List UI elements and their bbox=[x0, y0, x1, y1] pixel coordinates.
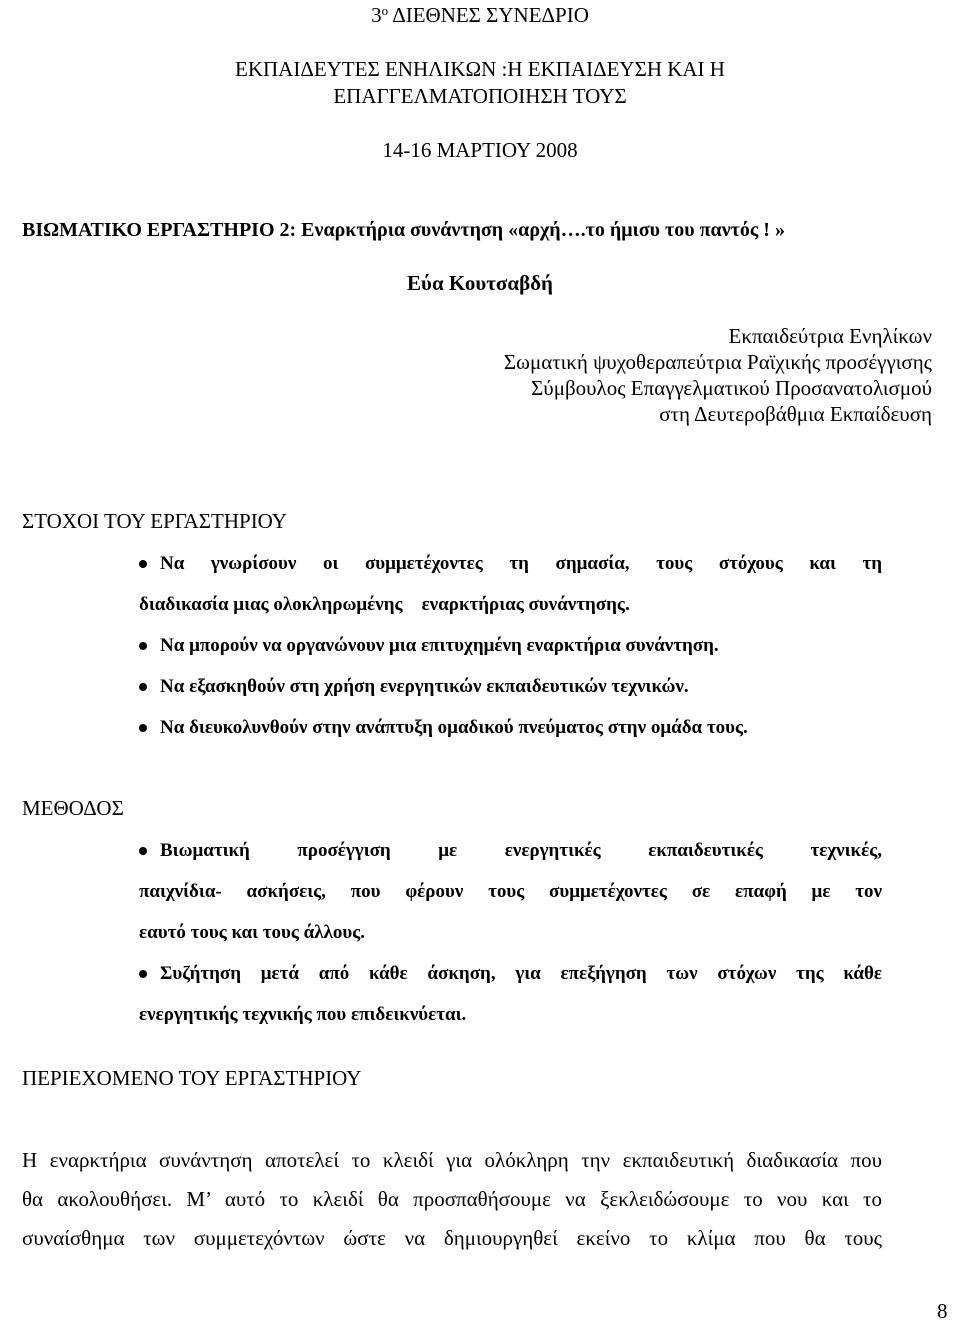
content-paragraph-line3: συναίσθημα των συμμετεχόντων ώστε να δημιουργηθεί εκείνο το κλίμα που θα τους bbox=[22, 1226, 882, 1250]
bullet-icon bbox=[139, 724, 147, 732]
conference-subtitle-line1: ΕΚΠΑΙΔΕΥΤΕΣ ΕΝΗΛΙΚΩΝ :Η ΕΚΠΑΙΔΕΥΣΗ ΚΑΙ Η bbox=[235, 57, 725, 81]
ordinal-superscript: ο bbox=[381, 3, 389, 18]
author-role-1: Εκπαιδεύτρια Ενηλίκων bbox=[728, 324, 932, 348]
conference-subtitle-line2: ΕΠΑΓΓΕΛΜΑΤΟΠΟΙΗΣΗ ΤΟΥΣ bbox=[333, 84, 627, 108]
method-item-1-line1: Βιωματική προσέγγιση με ενεργητικές εκπαιδευτικές τεχνικές, bbox=[160, 840, 882, 861]
author-role-4: στη Δευτεροβάθμια Εκπαίδευση bbox=[659, 402, 932, 426]
goals-item-3: Να εξασκηθούν στη χρήση ενεργητικών εκπαιδευτικών τεχνικών. bbox=[160, 676, 689, 697]
content-heading: ΠΕΡΙΕΧΟΜΕΝΟ ΤΟΥ ΕΡΓΑΣΤΗΡΙΟΥ bbox=[22, 1066, 362, 1090]
method-item-1-line2: παιχνίδια- ασκήσεις, που φέρουν τους συμμετέχοντες σε επαφή με τον bbox=[139, 881, 882, 902]
goals-item-4: Να διευκολυνθούν στην ανάπτυξη ομαδικού πνεύματος στην ομάδα τους. bbox=[160, 717, 748, 738]
goals-item-1-line2: διαδικασία μιας ολοκληρωμένης εναρκτήριας συνάντησης. bbox=[139, 594, 630, 615]
bullet-icon bbox=[139, 847, 147, 855]
bullet-icon bbox=[139, 642, 147, 650]
method-item-2-line2: ενεργητικής τεχνικής που επιδεικνύεται. bbox=[139, 1004, 467, 1025]
bullet-icon bbox=[139, 560, 147, 568]
author-role-2: Σωματική ψυχοθεραπεύτρια Ραϊχικής προσέγγισης bbox=[503, 350, 932, 374]
goals-heading: ΣΤΟΧΟΙ ΤΟΥ ΕΡΓΑΣΤΗΡΙΟΥ bbox=[22, 509, 287, 533]
bullet-icon bbox=[139, 683, 147, 691]
conference-number: 3 bbox=[371, 3, 382, 27]
method-item-1-line3: εαυτό τους και τους άλλους. bbox=[139, 922, 366, 943]
content-paragraph-line2: θα ακολουθήσει. Μ’ αυτό το κλειδί θα προσπαθήσουμε να ξεκλειδώσουμε το νου και το bbox=[22, 1187, 882, 1211]
bullet-icon bbox=[139, 970, 147, 978]
author-name: Εύα Κουτσαβδή bbox=[407, 271, 553, 295]
method-item-2-line1: Συζήτηση μετά από κάθε άσκηση, για επεξήγηση των στόχων της κάθε bbox=[160, 963, 882, 984]
conference-title bbox=[0, 2, 960, 28]
content-paragraph-line1: Η εναρκτήρια συνάντηση αποτελεί το κλειδί για ολόκληρη την εκπαιδευτική διαδικασία που bbox=[22, 1148, 882, 1172]
goals-item-1-line1: Να γνωρίσουν οι συμμετέχοντες τη σημασία, τους στόχους και τη bbox=[160, 553, 882, 574]
page-number: 8 bbox=[937, 1299, 948, 1323]
conference-name: ΔΙΕΘΝΕΣ ΣΥΝΕΔΡΙΟ bbox=[392, 3, 589, 27]
conference-date: 14-16 ΜΑΡΤΙΟΥ 2008 bbox=[382, 138, 578, 162]
workshop-title: ΒΙΩΜΑΤΙΚΟ ΕΡΓΑΣΤΗΡΙΟ 2: Εναρκτήρια συνάντηση «αρχή….το ήμισυ του παντός ! » bbox=[22, 219, 785, 241]
method-heading: ΜΕΘΟΔΟΣ bbox=[22, 796, 124, 820]
goals-item-2: Να μπορούν να οργανώνουν μια επιτυχημένη εναρκτήρια συνάντηση. bbox=[160, 635, 719, 656]
author-role-3: Σύμβουλος Επαγγελματικού Προσανατολισμού bbox=[531, 376, 932, 400]
